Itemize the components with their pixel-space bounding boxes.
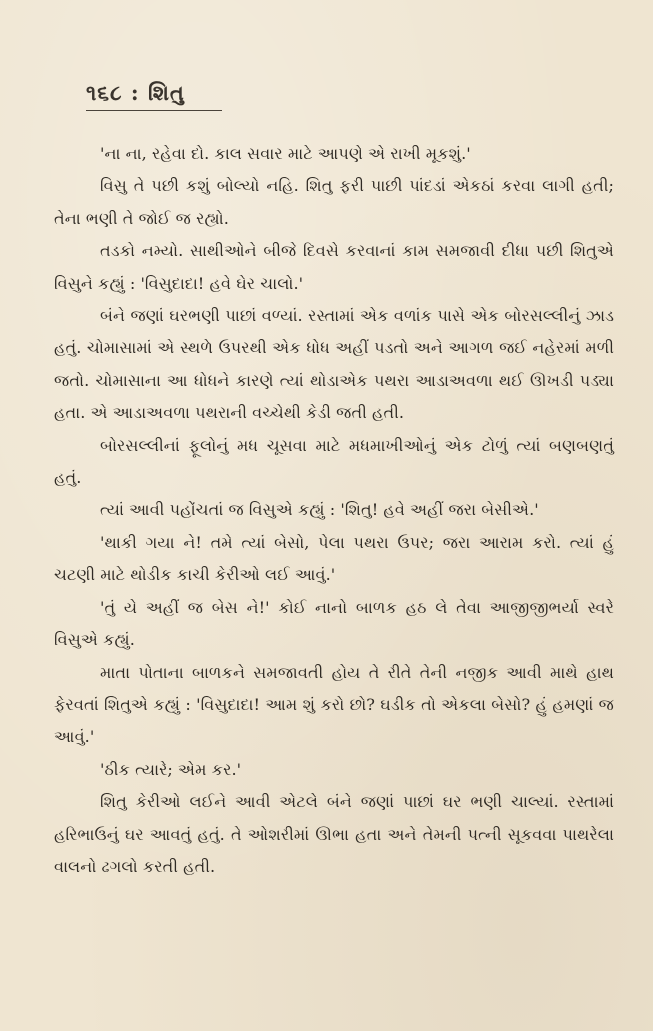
paragraph: માતા પોતાના બાળકને સમજાવતી હોય તે રીતે તેની નજીક આવી માથે હાથ ફેરવતાં શિતુએ કહ્યું : 'વિસુદાદા! આમ શું કરો છો? ઘડીક તો એકલા બેસો? હું હમણાં જ આવું.' bbox=[54, 662, 614, 747]
paragraph: તડકો નમ્યો. સાથીઓને બીજે દિવસે કરવાનાં કામ સમજાવી દીધા પછી શિતુએ વિસુને કહ્યું : 'વિસુદાદા! હવે ઘેર ચાલો.' bbox=[54, 241, 614, 293]
paragraph: 'થાકી ગયા ને! તમે ત્યાં બેસો, પેલા પથરા ઉપર; જરા આરામ કરો. ત્યાં હું ચટણી માટે થોડીક કાચી કેરીઓ લઈ આવું.' bbox=[54, 532, 614, 585]
header-underline bbox=[86, 110, 222, 111]
body-text bbox=[54, 138, 614, 883]
paragraph: 'ના ના, રહેવા દો. કાલ સવાર માટે આપણે એ રાખી મૂકશું.' bbox=[100, 144, 471, 163]
paragraph: ત્યાં આવી પહોંચતાં જ વિસુએ કહ્યું : 'શિતુ! હવે અહીં જરા બેસીએ.' bbox=[100, 500, 539, 520]
header-separator: : bbox=[130, 80, 140, 105]
paragraph: વિસુ તે પછી કશું બોલ્યો નહિ. શિતુ ફરી પાછી પાંદડાં એકઠાં કરવા લાગી હતી; તેના ભણી તે જોઈ જ રહ્યો. bbox=[54, 176, 614, 228]
running-header bbox=[86, 80, 185, 106]
paragraph: બોરસલ્લીનાં ફૂલોનું મધ ચૂસવા માટે મધમાખીઓનું એક ટોળું ત્યાં બણબણતું હતું. bbox=[54, 435, 614, 488]
paragraph: બંને જણાં ઘરભણી પાછાં વળ્યાં. રસ્તામાં એક વળાંક પાસે એક બોરસલ્લીનું ઝાડ હતું. ચોમાસામાં એ સ્થળે ઉપરથી એક ધોધ અહીં પડતો અને આગળ જઈ નહેરમાં મળી જતો. ચોમાસાના આ ધોધને કારણે ત્યાં થોડાએક પથરા આડાઅવળા થઈ ઊખડી પડ્યા હતા. એ આડાઅવળા પથરાની વચ્ચેથી કેડી જતી હતી. bbox=[54, 306, 614, 423]
paragraph: 'ઠીક ત્યારે; એમ કર.' bbox=[100, 759, 242, 779]
chapter-title: શિતુ bbox=[148, 80, 185, 105]
page-number: ૧૬૮ bbox=[86, 80, 123, 105]
paragraph: 'તું યે અહીં જ બેસ ને!' કોઈ નાનો બાળક હઠ લે તેવા આજીજીભર્યા સ્વરે વિસુએ કહ્યું. bbox=[54, 597, 614, 650]
paragraph: શિતુ કેરીઓ લઈને આવી એટલે બંને જણાં પાછાં ઘર ભણી ચાલ્યાં. રસ્તામાં હરિભાઉનું ઘર આવતું હતું. તે ઓશરીમાં ઊભા હતા અને તેમની પત્ની સૂકવવા પાથરેલા વાલનો ઢગલો કરતી હતી. bbox=[54, 792, 614, 876]
